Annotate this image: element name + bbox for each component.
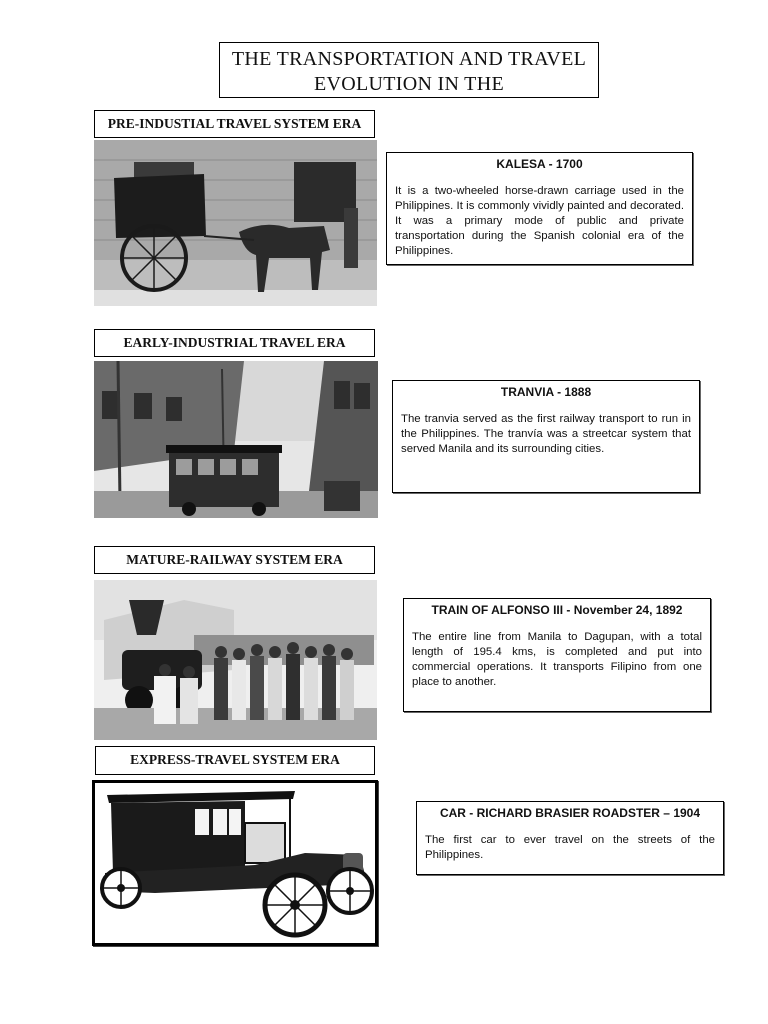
tranvia-description: The tranvia served as the first railway transport to run in the Philippines. The tranvía was a streetcar system that served Manila and its surrounding cities.: [401, 413, 691, 455]
car-description: The first car to ever travel on the streets of the Philippines.: [425, 834, 715, 861]
train-heading: TRAIN OF ALFONSO III - November 24, 1892: [431, 603, 683, 617]
kalesa-description: It is a two-wheeled horse-drawn carriage used in the Philippines. It is commonly vividly painted and decorated. It was a primary mode of public and private transportation during the Spanish colonial era of the Philippines.: [395, 185, 684, 257]
era-label-early-industrial: EARLY-INDUSTRIAL TRAVEL ERA: [94, 329, 375, 357]
kalesa-info-box: [386, 152, 693, 265]
train-photo: [94, 580, 377, 740]
era-label-express-travel: EXPRESS-TRAVEL SYSTEM ERA: [95, 746, 375, 775]
train-description: The entire line from Manila to Dagupan, with a total length of 195.4 kms, is completed and put into commercial operations. It transports Filipino from one place to another.: [412, 631, 702, 688]
car-heading: CAR - RICHARD BRASIER ROADSTER – 1904: [439, 806, 701, 820]
era-label-mature-railway: MATURE-RAILWAY SYSTEM ERA: [94, 546, 375, 574]
kalesa-heading: KALESA - 1700: [496, 157, 583, 171]
tranvia-photo: [94, 361, 378, 518]
document-title: THE TRANSPORTATION AND TRAVEL EVOLUTION IN THE: [219, 42, 599, 98]
car-photo: [92, 780, 378, 946]
tranvia-heading: TRANVIA - 1888: [500, 385, 592, 399]
era-label-pre-industrial: PRE-INDUSTIAL TRAVEL SYSTEM ERA: [94, 110, 375, 138]
train-info-box: [403, 598, 711, 712]
tranvia-info-box: [392, 380, 700, 493]
kalesa-photo: [94, 140, 377, 306]
car-info-box: [416, 801, 724, 875]
